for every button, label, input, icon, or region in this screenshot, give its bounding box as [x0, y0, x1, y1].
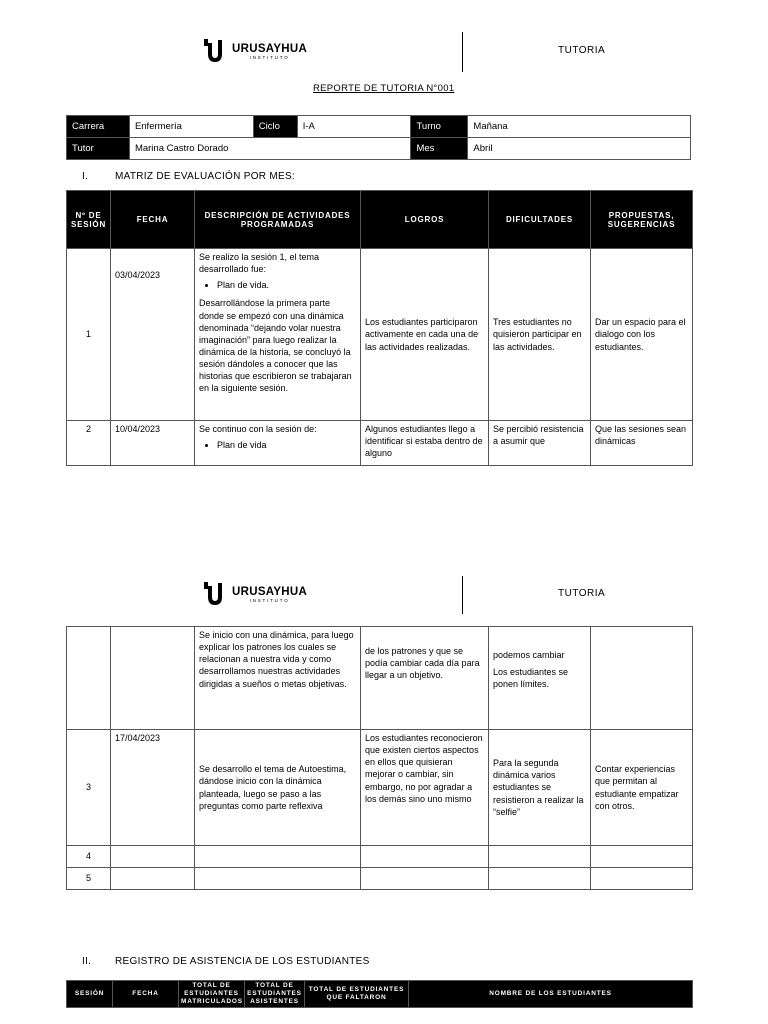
info-table	[66, 115, 691, 160]
session-description: Se inicio con una dinámica, para luego explicar los patrones los cuales se relacionan a nuestra vida y como desarrollamos nuestras actividades dirigidas a sueños o metas objetivas.	[195, 627, 361, 730]
logo-u-icon	[204, 39, 226, 65]
header-divider	[462, 576, 463, 614]
section2-numeral: II.	[82, 956, 92, 967]
section1-title: MATRIZ DE EVALUACIÓN POR MES:	[115, 171, 296, 182]
session-date	[111, 846, 195, 868]
table-row	[67, 627, 693, 730]
session-logros: Algunos estudiantes llego a identificar si estaba dentro de alguno	[361, 421, 489, 466]
info-row	[67, 138, 691, 160]
dificultad-a: podemos cambiar	[493, 650, 565, 660]
session-description	[195, 846, 361, 868]
ciclo-value: I-A	[297, 116, 411, 138]
session-dificultades: Para la segunda dinámica varios estudiantes se resistieron a realizar la “selfie”	[489, 730, 591, 846]
session-date: 10/04/2023	[111, 421, 195, 466]
session-date: 03/04/2023	[111, 249, 195, 421]
session-number	[67, 627, 111, 730]
header-title: TUTORIA	[558, 45, 606, 56]
att-col-matriculados: TOTAL DE ESTUDIANTES MATRICULADOS	[179, 981, 245, 1008]
logo-u-icon	[204, 582, 226, 608]
att-col-faltaron: TOTAL DE ESTUDIANTES QUE FALTARON	[305, 981, 409, 1008]
session-date	[111, 868, 195, 890]
session-dificultades: Tres estudiantes no quisieron participar en las actividades.	[489, 249, 591, 421]
institute-logo	[204, 39, 307, 65]
header-title: TUTORIA	[558, 588, 606, 599]
mes-value: Abril	[468, 138, 691, 160]
table-row	[67, 868, 693, 890]
session-logros: Los estudiantes reconocieron que existen ciertos aspectos en ellos que quisieran mejorar o cambiar, sin embargo, no por agradar a los demás sino uno mismo	[361, 730, 489, 846]
carrera-label: Carrera	[67, 116, 130, 138]
report-title: REPORTE DE TUTORIA N°001	[313, 83, 455, 94]
logo-sub: INSTITUTO	[249, 598, 290, 603]
session-number: 3	[67, 730, 111, 846]
session-number: 4	[67, 846, 111, 868]
att-col-asistentes: TOTAL DE ESTUDIANTES ASISTENTES	[245, 981, 305, 1008]
session-date: 17/04/2023	[111, 730, 195, 846]
session-number: 5	[67, 868, 111, 890]
description-bullet: • Plan de vida.	[217, 279, 356, 291]
col-fecha: FECHA	[111, 191, 195, 249]
table-row	[67, 249, 693, 421]
session-propuestas: Contar experiencias que permitan al estudiante empatizar con otros.	[591, 730, 693, 846]
turno-value: Mañana	[468, 116, 691, 138]
session-description	[195, 421, 361, 466]
att-col-fecha: FECHA	[113, 981, 179, 1008]
attendance-header-row	[67, 981, 693, 1008]
logo-sub: INSTITUTO	[249, 55, 290, 60]
session-dificultades	[489, 868, 591, 890]
col-descripcion: DESCRIPCIÓN DE ACTIVIDADES PROGRAMADAS	[195, 191, 361, 249]
section1-numeral: I.	[82, 171, 89, 182]
session-propuestas	[591, 868, 693, 890]
description-bullet: • Plan de vida	[217, 439, 356, 451]
session-dificultades: Se percibió resistencia a asumir que	[489, 421, 591, 466]
description-body: Desarrollándose la primera parte donde se empezó con una dinámica denominada “dejando volar nuestra imaginación” para luego realizar la dinámica de la historia, se concluyó la sesión dándoles a conocer que las historias que escribieron se trabajaran en la siguiente sesión.	[199, 298, 352, 394]
session-logros	[361, 846, 489, 868]
institute-logo	[204, 582, 307, 608]
session-propuestas: Dar un espacio para el dialogo con los estudiantes.	[591, 249, 693, 421]
session-propuestas	[591, 627, 693, 730]
att-col-nombre: NOMBRE DE LOS ESTUDIANTES	[409, 981, 693, 1008]
attendance-table	[66, 980, 693, 1008]
logo-name: URUSAYHUA	[232, 585, 308, 598]
session-logros: Los estudiantes participaron activamente en cada una de las actividades realizadas.	[361, 249, 489, 421]
col-dificultades: DIFICULTADES	[489, 191, 591, 249]
att-col-sesion: SESIÓN	[67, 981, 113, 1008]
session-propuestas: Que las sesiones sean dinámicas	[591, 421, 693, 466]
session-number: 1	[67, 249, 111, 421]
session-number: 2	[67, 421, 111, 466]
col-propuestas: PROPUESTAS, SUGERENCIAS	[591, 191, 693, 249]
turno-label: Turno	[411, 116, 468, 138]
description-intro: Se continuo con la sesión de:	[199, 424, 317, 434]
col-logros: LOGROS	[361, 191, 489, 249]
header-divider	[462, 32, 463, 72]
session-description: Se desarrollo el tema de Autoestima, dándose inicio con la dinámica planteada, luego se paso a las preguntas como parte reflexiva	[195, 730, 361, 846]
ciclo-label: Ciclo	[253, 116, 297, 138]
col-sesion: Nº DE SESIÓN	[67, 191, 111, 249]
session-dificultades	[489, 846, 591, 868]
table-row	[67, 730, 693, 846]
mes-label: Mes	[411, 138, 468, 160]
tutor-value: Marina Castro Dorado	[129, 138, 411, 160]
info-row	[67, 116, 691, 138]
session-logros	[361, 868, 489, 890]
table-row	[67, 846, 693, 868]
session-dificultades	[489, 627, 591, 730]
table-row	[67, 421, 693, 466]
session-description	[195, 868, 361, 890]
session-logros: de los patrones y que se podía cambiar cada día para llegar a un objetivo.	[361, 627, 489, 730]
evaluation-matrix	[66, 190, 693, 466]
description-intro: Se realizo la sesión 1, el tema desarrollado fue:	[199, 252, 320, 275]
evaluation-matrix-continued	[66, 626, 693, 890]
session-date	[111, 627, 195, 730]
dificultad-b: Los estudiantes se ponen límites.	[493, 667, 569, 690]
section2-title: REGISTRO DE ASISTENCIA DE LOS ESTUDIANTES	[115, 956, 370, 967]
logo-name: URUSAYHUA	[232, 42, 308, 55]
tutor-label: Tutor	[67, 138, 130, 160]
matrix-header-row	[67, 191, 693, 249]
session-description	[195, 249, 361, 421]
carrera-value: Enfermería	[129, 116, 253, 138]
session-propuestas	[591, 846, 693, 868]
